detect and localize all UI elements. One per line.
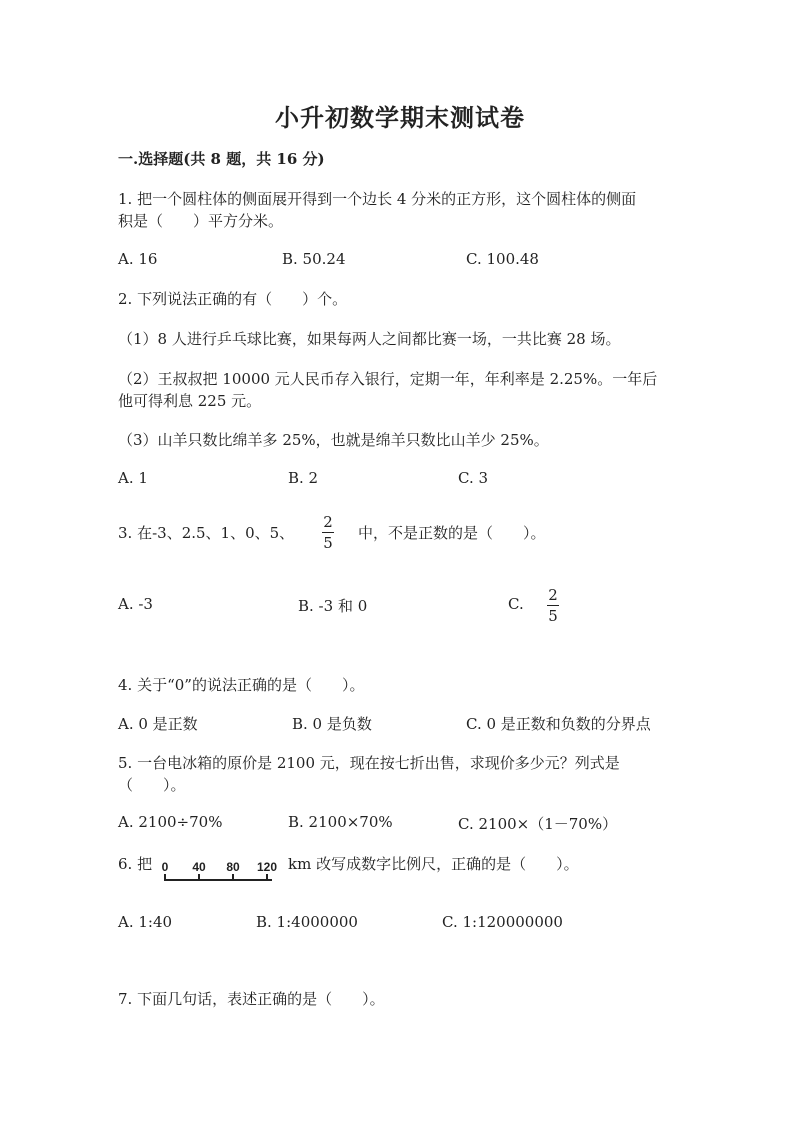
- q4-option-c: C. 0 是正数和负数的分界点: [466, 715, 651, 733]
- q3-option-b: B. -3 和 0: [298, 597, 368, 615]
- fraction-bar: [322, 532, 334, 533]
- q3-stem-after: 中，不是正数的是（ ）。: [358, 524, 546, 542]
- q6-option-c: C. 1:120000000: [442, 913, 563, 931]
- q2-option-a: A. 1: [118, 469, 148, 487]
- fraction-denominator: 5: [323, 534, 333, 552]
- scale-label-80: 80: [226, 860, 240, 874]
- q5-option-a: A. 2100÷70%: [118, 813, 223, 831]
- q4-option-a: A. 0 是正数: [118, 715, 198, 733]
- q6-stem-before: 6. 把: [118, 855, 153, 873]
- q6-stem-after: km 改写成数字比例尺，正确的是（ ）。: [288, 855, 579, 873]
- q5-stem-line1: 5. 一台电冰箱的原价是 2100 元，现在按七折出售，求现价多少元？列式是: [118, 754, 620, 772]
- q2-statement-2-line2: 他可得利息 225 元。: [118, 392, 262, 410]
- fraction-numerator: 2: [548, 586, 558, 604]
- scale-label-40: 40: [192, 860, 206, 874]
- q2-option-b: B. 2: [288, 469, 319, 487]
- q2-statement-2-line1: （2）王叔叔把 10000 元人民币存入银行，定期一年，年利率是 2.25%。一年后: [118, 370, 658, 388]
- q2-option-c: C. 3: [458, 469, 489, 487]
- q5-stem-line2: （ ）。: [118, 776, 186, 794]
- scale-tick: [198, 874, 200, 880]
- q4-stem: 4. 关于“0”的说法正确的是（ ）。: [118, 676, 365, 694]
- scale-tick: [266, 874, 268, 880]
- q2-statement-3: （3）山羊只数比绵羊多 25%，也就是绵羊只数比山羊少 25%。: [118, 431, 549, 449]
- q2-statement-1: （1）8 人进行乒乓球比赛，如果每两人之间都比赛一场，一共比赛 28 场。: [118, 330, 621, 348]
- scale-label-120: 120: [256, 860, 278, 874]
- q3-option-c-fraction: [547, 588, 559, 624]
- fraction-denominator: 5: [548, 607, 558, 625]
- q4-option-b: B. 0 是负数: [292, 715, 372, 733]
- q3-fraction: [322, 515, 334, 551]
- q1-option-a: A. 16: [118, 250, 158, 268]
- scale-tick: [164, 874, 166, 880]
- q1-stem-line2: 积是（ ）平方分米。: [118, 212, 284, 230]
- q3-option-a: A. -3: [118, 595, 153, 613]
- q7-stem: 7. 下面几句话，表述正确的是（ ）。: [118, 990, 385, 1008]
- scale-bar: [160, 860, 280, 886]
- q2-stem: 2. 下列说法正确的有（ ）个。: [118, 290, 348, 308]
- q3-option-c: C.: [508, 595, 524, 613]
- section-heading: 一.选择题(共 8 题，共 16 分): [118, 150, 325, 168]
- q6-option-b: B. 1:4000000: [256, 913, 358, 931]
- fraction-bar: [547, 605, 559, 606]
- fraction-numerator: 2: [323, 513, 333, 531]
- q1-option-c: C. 100.48: [466, 250, 539, 268]
- q5-option-c: C. 2100×（1－70%）: [458, 815, 618, 833]
- scale-axis: [164, 879, 272, 881]
- q1-option-b: B. 50.24: [282, 250, 346, 268]
- q1-stem-line1: 1. 把一个圆柱体的侧面展开得到一个边长 4 分米的正方形，这个圆柱体的侧面: [118, 190, 637, 208]
- q6-option-a: A. 1:40: [118, 913, 173, 931]
- scale-label-0: 0: [161, 860, 169, 874]
- scale-tick: [232, 874, 234, 880]
- q3-stem-before: 3. 在-3、2.5、1、0、5、: [118, 524, 295, 542]
- page-title: 小升初数学期末测试卷: [275, 103, 525, 132]
- q5-option-b: B. 2100×70%: [288, 813, 393, 831]
